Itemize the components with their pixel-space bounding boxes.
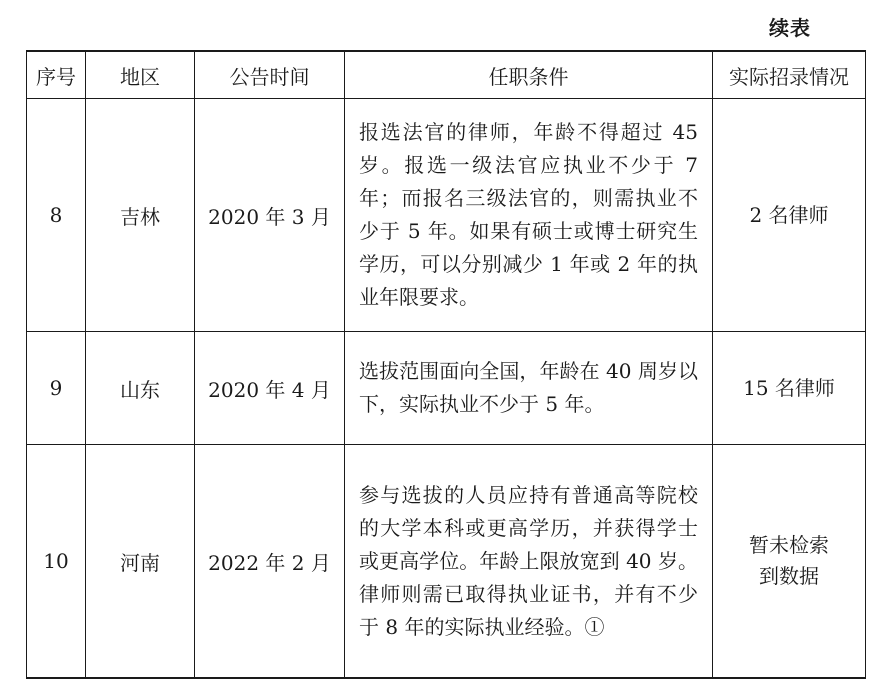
cell-actual-recruitment: 2 名律师 <box>713 99 866 332</box>
cell-requirements: 参与选拔的人员应持有普通高等院校的大学本科或更高学历，并获得学士或更高学位。年龄上限放宽到 40 岁。律师则需已取得执业证书，并有不少于 8 年的实际执业经验。① <box>345 445 713 679</box>
cell-announcement-date: 2020 年 4 月 <box>195 332 345 445</box>
cell-region: 吉林 <box>86 99 195 332</box>
lawyer-selection-table <box>26 50 866 679</box>
continued-table-label: 续表 <box>769 16 811 40</box>
cell-serial-no: 10 <box>27 445 86 679</box>
table-header-row <box>27 51 866 99</box>
cell-serial-no: 8 <box>27 99 86 332</box>
header-requirements: 任职条件 <box>345 51 713 99</box>
cell-serial-no: 9 <box>27 332 86 445</box>
table-row <box>27 99 866 332</box>
table-row <box>27 332 866 445</box>
header-region: 地区 <box>86 51 195 99</box>
cell-region: 河南 <box>86 445 195 679</box>
header-announcement-date: 公告时间 <box>195 51 345 99</box>
cell-requirements: 选拔范围面向全国，年龄在 40 周岁以下，实际执业不少于 5 年。 <box>345 332 713 445</box>
header-serial-no: 序号 <box>27 51 86 99</box>
cell-region: 山东 <box>86 332 195 445</box>
cell-requirements: 报选法官的律师，年龄不得超过 45 岁。报选一级法官应执业不少于 7 年；而报名三级法官的，则需执业不少于 5 年。如果有硕士或博士研究生学历，可以分别减少 1 年或 2 年的执业年限要求。 <box>345 99 713 332</box>
cell-actual-recruitment: 15 名律师 <box>713 332 866 445</box>
table-row <box>27 445 866 679</box>
header-actual-recruitment: 实际招录情况 <box>713 51 866 99</box>
cell-announcement-date: 2020 年 3 月 <box>195 99 345 332</box>
cell-actual-recruitment: 暂未检索到数据 <box>713 445 866 679</box>
cell-announcement-date: 2022 年 2 月 <box>195 445 345 679</box>
